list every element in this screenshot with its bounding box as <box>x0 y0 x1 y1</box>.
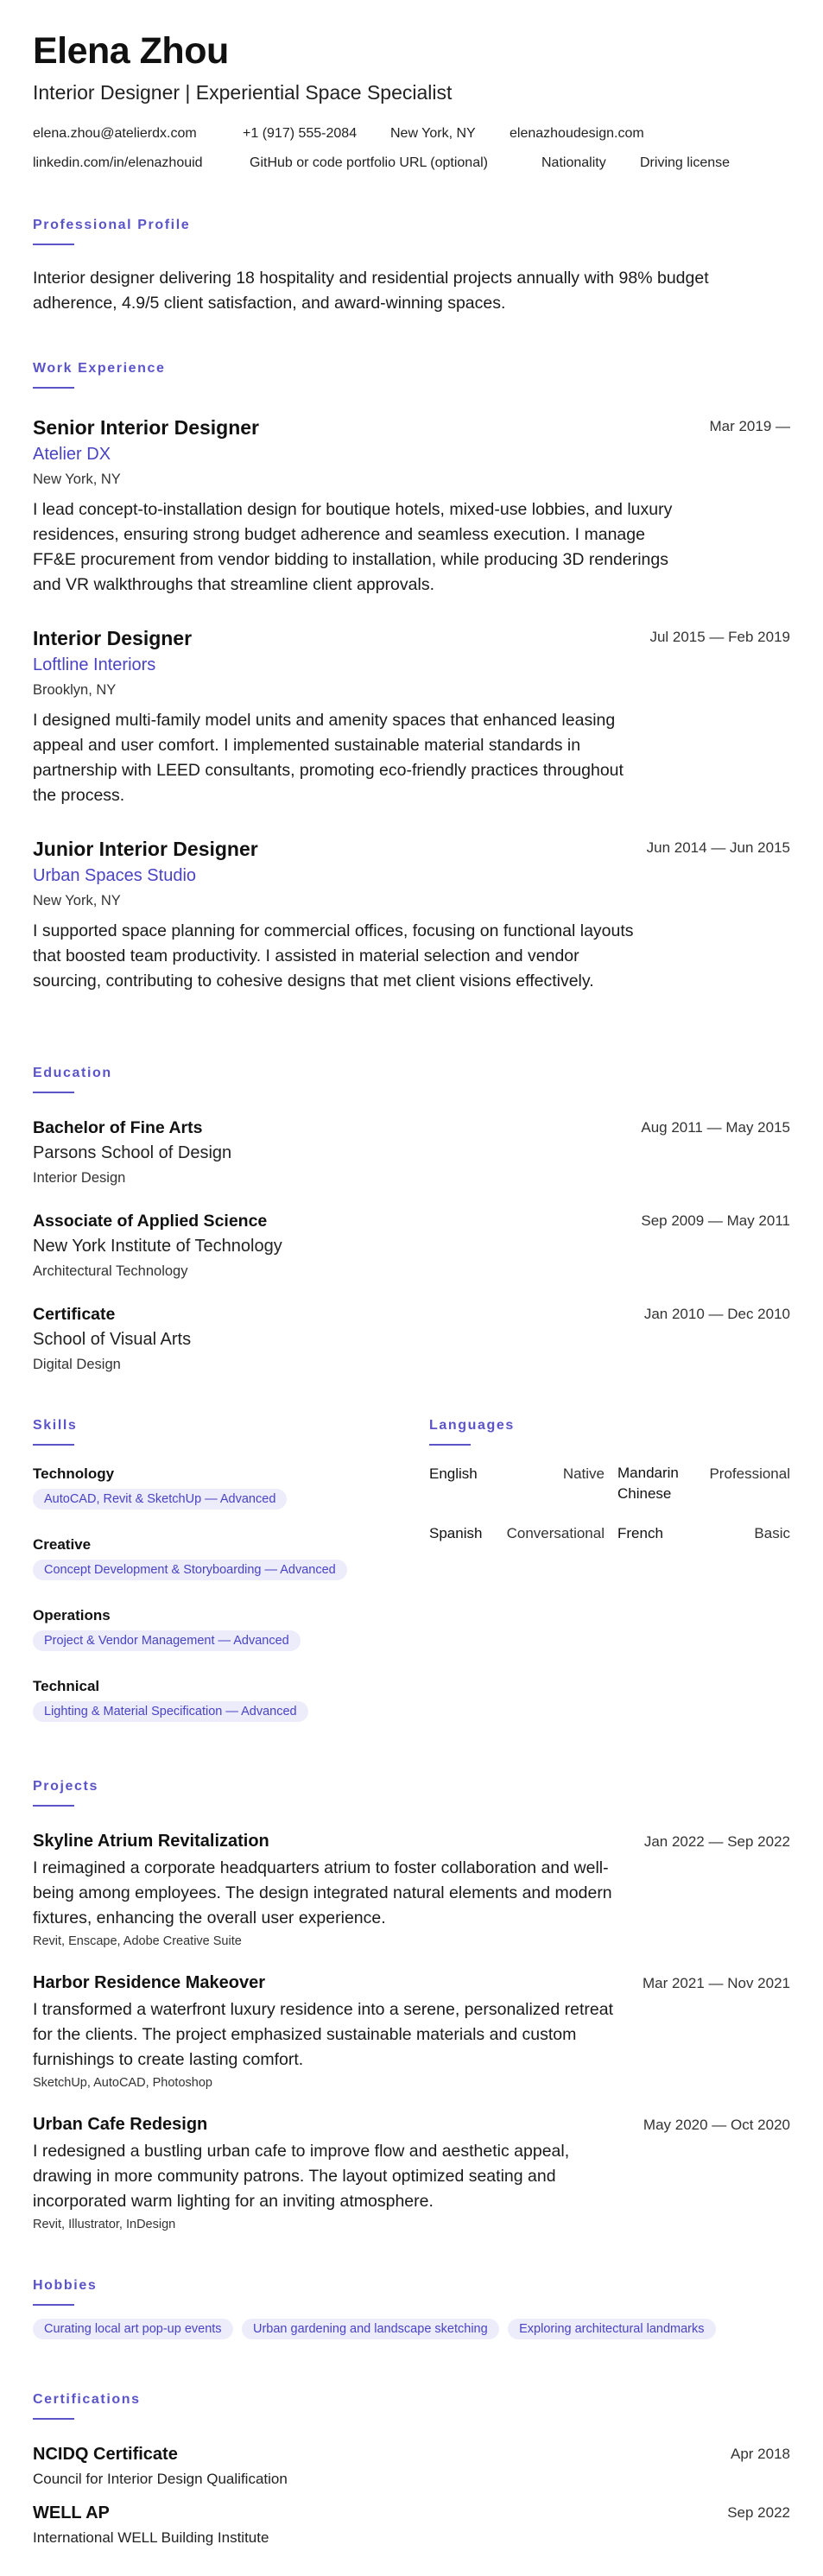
section-rule <box>33 2418 74 2420</box>
certification-date: Apr 2018 <box>731 2446 790 2462</box>
job-dates: Mar 2019 — <box>709 418 790 434</box>
section-heading-hobbies: Hobbies <box>33 2278 98 2293</box>
project-description: I reimagined a corporate headquarters atrium to foster collaboration and well-being among employees. The design integrated natural elements and modern fixtures, enhancing the overall user experience. <box>33 1858 612 1927</box>
contact-email[interactable]: elena.zhou@atelierdx.com <box>33 126 197 141</box>
certification-name: WELL AP <box>33 2503 110 2522</box>
skill-group-name: Operations <box>33 1607 111 1623</box>
project-title: Skyline Atrium Revitalization <box>33 1832 269 1851</box>
language-level: Professional <box>709 1465 790 1482</box>
section-heading-certifications: Certifications <box>33 2392 141 2407</box>
education-school: New York Institute of Technology <box>33 1237 282 1256</box>
language-name: Mandarin Chinese <box>617 1465 679 1502</box>
education-field: Digital Design <box>33 1357 121 1372</box>
section-heading-experience: Work Experience <box>33 361 166 376</box>
certification-name: NCIDQ Certificate <box>33 2445 178 2464</box>
profile-summary: Interior designer delivering 18 hospitality and residential projects annually with 98% budget adherence, 4.9/5 client satisfaction, and award-winning spaces. <box>33 269 709 313</box>
contact-phone[interactable]: +1 (917) 555-2084 <box>243 126 358 141</box>
job-location: New York, NY <box>33 472 121 487</box>
project-dates: May 2020 — Oct 2020 <box>643 2117 790 2133</box>
section-rule <box>33 387 74 389</box>
project-title: Harbor Residence Makeover <box>33 1973 266 1992</box>
language-level: Native <box>562 1465 605 1482</box>
section-rule <box>33 1092 74 1093</box>
contact-linkedin[interactable]: linkedin.com/in/elenazhouid <box>33 155 203 170</box>
language-name: Spanish <box>429 1525 483 1541</box>
job-location: New York, NY <box>33 893 121 908</box>
education-dates: Jan 2010 — Dec 2010 <box>643 1306 790 1322</box>
certification-issuer: Council for Interior Design Qualification <box>33 2471 288 2487</box>
project-description: I transformed a waterfront luxury residence into a serene, personalized retreat for the clients. The project emphasized sustainable materials and custom furnishings to create lasting comfort. <box>33 2000 614 2069</box>
section-rule <box>33 1444 74 1446</box>
contact-portfolio[interactable]: GitHub or code portfolio URL (optional) <box>250 155 488 170</box>
education-dates: Sep 2009 — May 2011 <box>641 1212 790 1229</box>
education-dates: Aug 2011 — May 2015 <box>641 1119 790 1136</box>
language-name: French <box>617 1525 663 1541</box>
section-rule <box>429 1444 471 1446</box>
section-heading-education: Education <box>33 1066 112 1080</box>
skill-group-name: Technical <box>33 1678 100 1694</box>
education-degree: Certificate <box>33 1305 116 1324</box>
project-tech: Revit, Enscape, Adobe Creative Suite <box>33 1934 242 1948</box>
job-description: I designed multi-family model units and amenity spaces that enhanced leasing appeal and user comfort. I implemented sustainable material standards in partnership with LEED consultants, promoting eco-friendly practices throughout the process. <box>33 711 624 805</box>
education-field: Architectural Technology <box>33 1263 188 1279</box>
job-description: I lead concept-to-installation design for boutique hotels, mixed-use lobbies, and luxury residences, ensuring strong budget adherence and seamless execution. I manage FF&E procurement from vendor bidding to installation, while producing 3D renderings and VR walkthroughs that streamline client approvals. <box>33 500 673 594</box>
education-degree: Bachelor of Fine Arts <box>33 1118 203 1137</box>
section-heading-projects: Projects <box>33 1779 98 1794</box>
job-title: Senior Interior Designer <box>33 416 260 439</box>
contact-location: New York, NY <box>390 126 476 141</box>
language-level: Basic <box>754 1525 790 1541</box>
education-degree: Associate of Applied Science <box>33 1212 268 1231</box>
certification-issuer: International WELL Building Institute <box>33 2529 269 2546</box>
project-title: Urban Cafe Redesign <box>33 2115 208 2134</box>
section-heading-skills: Skills <box>33 1418 78 1433</box>
candidate-headline: Interior Designer | Experiential Space Specialist <box>33 81 453 104</box>
project-tech: Revit, Illustrator, InDesign <box>33 2218 176 2231</box>
project-description: I redesigned a bustling urban cafe to improve flow and aesthetic appeal, drawing in more community patrons. The layout optimized seating and incorporated warm lighting for an inviting atmosphere. <box>33 2142 570 2211</box>
project-tech: SketchUp, AutoCAD, Photoshop <box>33 2076 212 2090</box>
job-dates: Jun 2014 — Jun 2015 <box>646 839 790 856</box>
contact-website[interactable]: elenazhoudesign.com <box>510 126 644 141</box>
section-rule <box>33 2304 74 2306</box>
job-dates: Jul 2015 — Feb 2019 <box>649 629 790 645</box>
section-heading-profile: Professional Profile <box>33 218 191 232</box>
contact-nationality: Nationality <box>541 155 606 170</box>
hobby-list <box>33 2319 716 2339</box>
project-dates: Jan 2022 — Sep 2022 <box>643 1833 790 1850</box>
job-description: I supported space planning for commercial offices, focusing on functional layouts that boosted team productivity. I assisted in material selection and vendor sourcing, contributing to cohesive designs that met client visions effectively. <box>33 921 634 991</box>
hobby-pill: Curating local art pop-up events <box>33 2319 233 2339</box>
job-company: Urban Spaces Studio <box>33 866 197 885</box>
hobby-pill: Urban gardening and landscape sketching <box>242 2319 499 2339</box>
skill-group-name: Technology <box>33 1465 115 1482</box>
candidate-name: Elena Zhou <box>33 30 229 72</box>
job-company: Atelier DX <box>33 445 111 464</box>
skill-pill: Project & Vendor Management — Advanced <box>33 1630 301 1651</box>
job-company: Loftline Interiors <box>33 655 156 674</box>
language-level: Conversational <box>506 1525 605 1541</box>
job-title: Interior Designer <box>33 627 193 649</box>
skill-pill: AutoCAD, Revit & SketchUp — Advanced <box>33 1489 287 1510</box>
language-name: English <box>429 1465 478 1482</box>
contact-driving-license: Driving license <box>640 155 731 170</box>
section-rule <box>33 244 74 245</box>
hobby-pill: Exploring architectural landmarks <box>508 2319 715 2339</box>
job-title: Junior Interior Designer <box>33 838 258 860</box>
skill-pill: Concept Development & Storyboarding — Advanced <box>33 1560 347 1580</box>
section-rule <box>33 1805 74 1807</box>
certification-date: Sep 2022 <box>727 2504 790 2521</box>
education-field: Interior Design <box>33 1170 126 1186</box>
job-location: Brooklyn, NY <box>33 682 117 698</box>
education-school: Parsons School of Design <box>33 1143 232 1162</box>
project-dates: Mar 2021 — Nov 2021 <box>642 1975 790 1991</box>
skill-pill: Lighting & Material Specification — Advanced <box>33 1701 308 1722</box>
skill-group-name: Creative <box>33 1536 92 1553</box>
section-heading-languages: Languages <box>429 1418 515 1433</box>
education-school: School of Visual Arts <box>33 1330 192 1349</box>
